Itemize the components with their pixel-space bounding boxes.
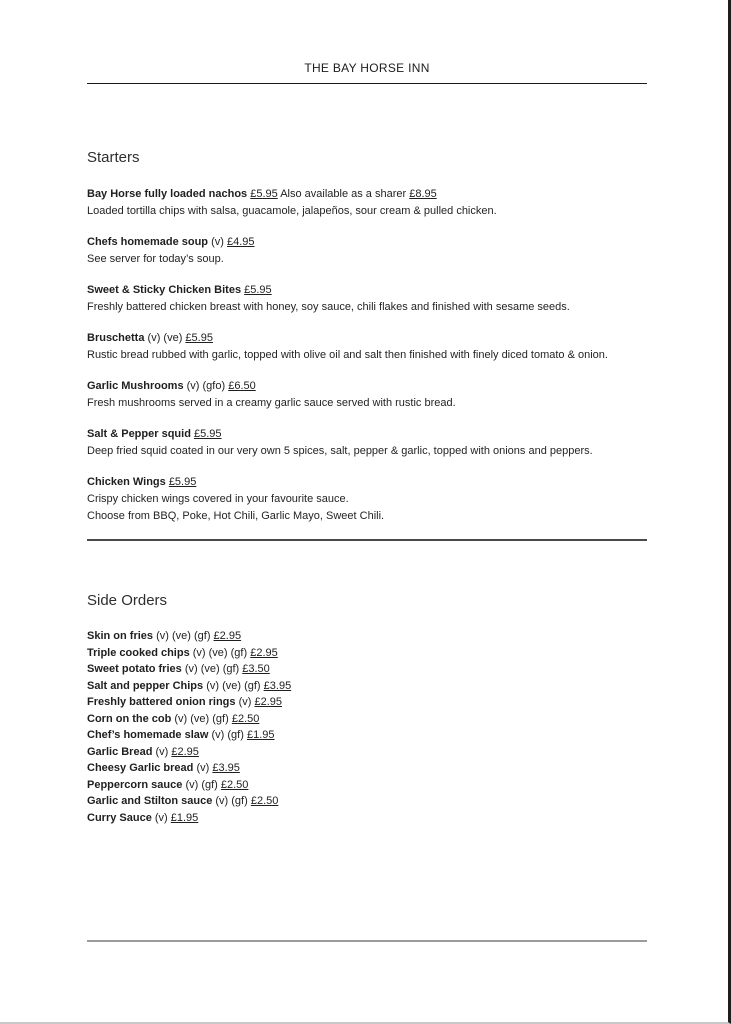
menu-item-line xyxy=(87,282,647,299)
menu-item-line xyxy=(87,426,647,443)
item-name: Bruschetta xyxy=(87,332,145,344)
item-name: Garlic Bread xyxy=(87,745,153,758)
item-price: £1.95 xyxy=(246,729,275,741)
menu-item-line xyxy=(87,810,647,827)
item-name: Garlic and Stilton sauce xyxy=(87,795,213,807)
item-name: Cheesy Garlic bread xyxy=(87,762,194,774)
item-price: £4.95 xyxy=(226,236,255,248)
item-description: Choose from BBQ, Poke, Hot Chili, Garlic Mayo, Sweet Chili. xyxy=(87,510,385,522)
starter-item xyxy=(87,426,647,460)
section-divider xyxy=(87,539,647,541)
page-title: THE BAY HORSE INN xyxy=(304,61,430,75)
item-price: £5.95 xyxy=(244,284,272,296)
item-price: £2.95 xyxy=(171,745,199,758)
item-price: £2.95 xyxy=(213,630,242,642)
item-price: £1.95 xyxy=(170,811,199,824)
dietary-tags: (v) xyxy=(196,762,210,774)
dietary-tags: (v) xyxy=(154,811,168,824)
item-price: £2.50 xyxy=(231,712,260,725)
starter-item xyxy=(87,282,647,316)
menu-item-line xyxy=(87,234,647,251)
starter-item xyxy=(87,474,647,525)
item-price: £5.95 xyxy=(168,476,197,488)
item-name: Skin on fries xyxy=(87,630,154,642)
starters-heading: Starters xyxy=(87,149,140,166)
menu-item-line xyxy=(87,474,647,491)
dietary-tags: (v) (gf) xyxy=(185,778,218,791)
item-name: Bay Horse fully loaded nachos xyxy=(87,188,248,200)
item-name: Sweet potato fries xyxy=(87,663,182,675)
dietary-tags: (v) (gf) xyxy=(215,795,248,807)
starter-item xyxy=(87,234,647,268)
menu-item-line xyxy=(87,661,647,678)
item-price: £3.50 xyxy=(242,663,270,675)
dietary-tags: (v) (ve) (gf) xyxy=(192,646,248,659)
dietary-tags: (v) (ve) (gf) xyxy=(156,630,211,642)
header-rule xyxy=(87,83,647,84)
item-price: £5.95 xyxy=(250,188,278,200)
dietary-tags: (v) xyxy=(155,745,169,758)
starter-item xyxy=(87,330,647,364)
menu-item-line xyxy=(87,744,647,761)
menu-item-line xyxy=(87,777,647,794)
starter-item xyxy=(87,186,647,220)
menu-item-line xyxy=(87,678,647,695)
item-price: £5.95 xyxy=(185,332,213,344)
menu-item-line xyxy=(87,727,647,744)
item-name: Peppercorn sauce xyxy=(87,778,183,791)
item-name: Corn on the cob xyxy=(87,712,172,725)
sharer-price: £8.95 xyxy=(409,188,437,200)
menu-item-line xyxy=(87,645,647,662)
item-price: £5.95 xyxy=(193,428,222,440)
side-orders-section xyxy=(87,591,647,826)
menu-item-line xyxy=(87,760,647,777)
dietary-tags: (v) xyxy=(211,236,224,248)
menu-item-line xyxy=(87,711,647,728)
item-name: Chicken Wings xyxy=(87,476,166,488)
item-description: See server for today’s soup. xyxy=(87,253,224,265)
item-price: £2.50 xyxy=(250,795,279,807)
starter-item xyxy=(87,378,647,412)
dietary-tags: (v) xyxy=(238,696,252,708)
item-description: Deep fried squid coated in our very own 5 spices, salt, pepper & garlic, topped with onions and peppers. xyxy=(87,445,593,457)
dietary-tags: (v) (ve) (gf) xyxy=(174,712,229,725)
item-name: Curry Sauce xyxy=(87,811,152,824)
dietary-tags: (v) (ve) xyxy=(147,332,183,344)
side-orders-item-list xyxy=(87,628,647,826)
side-orders-heading: Side Orders xyxy=(87,592,168,609)
menu-item-line xyxy=(87,378,647,395)
item-description: Crispy chicken wings covered in your favourite sauce. xyxy=(87,493,349,505)
starters-section xyxy=(87,148,647,525)
item-name: Triple cooked chips xyxy=(87,646,190,659)
item-description: Freshly battered chicken breast with honey, soy sauce, chili flakes and finished with sesame seeds. xyxy=(87,301,570,313)
dietary-tags: (v) (gfo) xyxy=(186,380,226,392)
item-price: £6.50 xyxy=(228,380,256,392)
item-name: Garlic Mushrooms xyxy=(87,380,184,392)
dietary-tags: (v) (ve) (gf) xyxy=(206,679,261,692)
starters-item-list xyxy=(87,186,647,525)
bottom-rule xyxy=(87,940,647,942)
item-price: £2.50 xyxy=(220,778,249,791)
menu-item-line xyxy=(87,330,647,347)
item-name: Chefs homemade soup xyxy=(87,236,209,248)
menu-item-line xyxy=(87,628,647,645)
item-name: Chef’s homemade slaw xyxy=(87,729,209,741)
menu-item-line xyxy=(87,694,647,711)
item-price: £2.95 xyxy=(250,646,278,659)
menu-page xyxy=(87,0,647,942)
item-name: Salt & Pepper squid xyxy=(87,428,191,440)
item-description: Loaded tortilla chips with salsa, guacamole, jalapeños, sour cream & pulled chicken. xyxy=(87,205,497,217)
item-price: £2.95 xyxy=(254,696,283,708)
item-name: Sweet & Sticky Chicken Bites xyxy=(87,284,242,296)
item-name: Salt and pepper Chips xyxy=(87,679,204,692)
dietary-tags: (v) (gf) xyxy=(211,729,244,741)
menu-item-line xyxy=(87,186,647,203)
item-description: Rustic bread rubbed with garlic, topped with olive oil and salt then finished with finely diced tomato & onion. xyxy=(87,349,608,361)
menu-item-line xyxy=(87,793,647,810)
sharer-note: Also available as a sharer xyxy=(280,188,407,200)
item-name: Freshly battered onion rings xyxy=(87,696,236,708)
item-price: £3.95 xyxy=(212,762,240,774)
dietary-tags: (v) (ve) (gf) xyxy=(184,663,240,675)
item-price: £3.95 xyxy=(263,679,292,692)
item-description: Fresh mushrooms served in a creamy garlic sauce served with rustic bread. xyxy=(87,397,456,409)
